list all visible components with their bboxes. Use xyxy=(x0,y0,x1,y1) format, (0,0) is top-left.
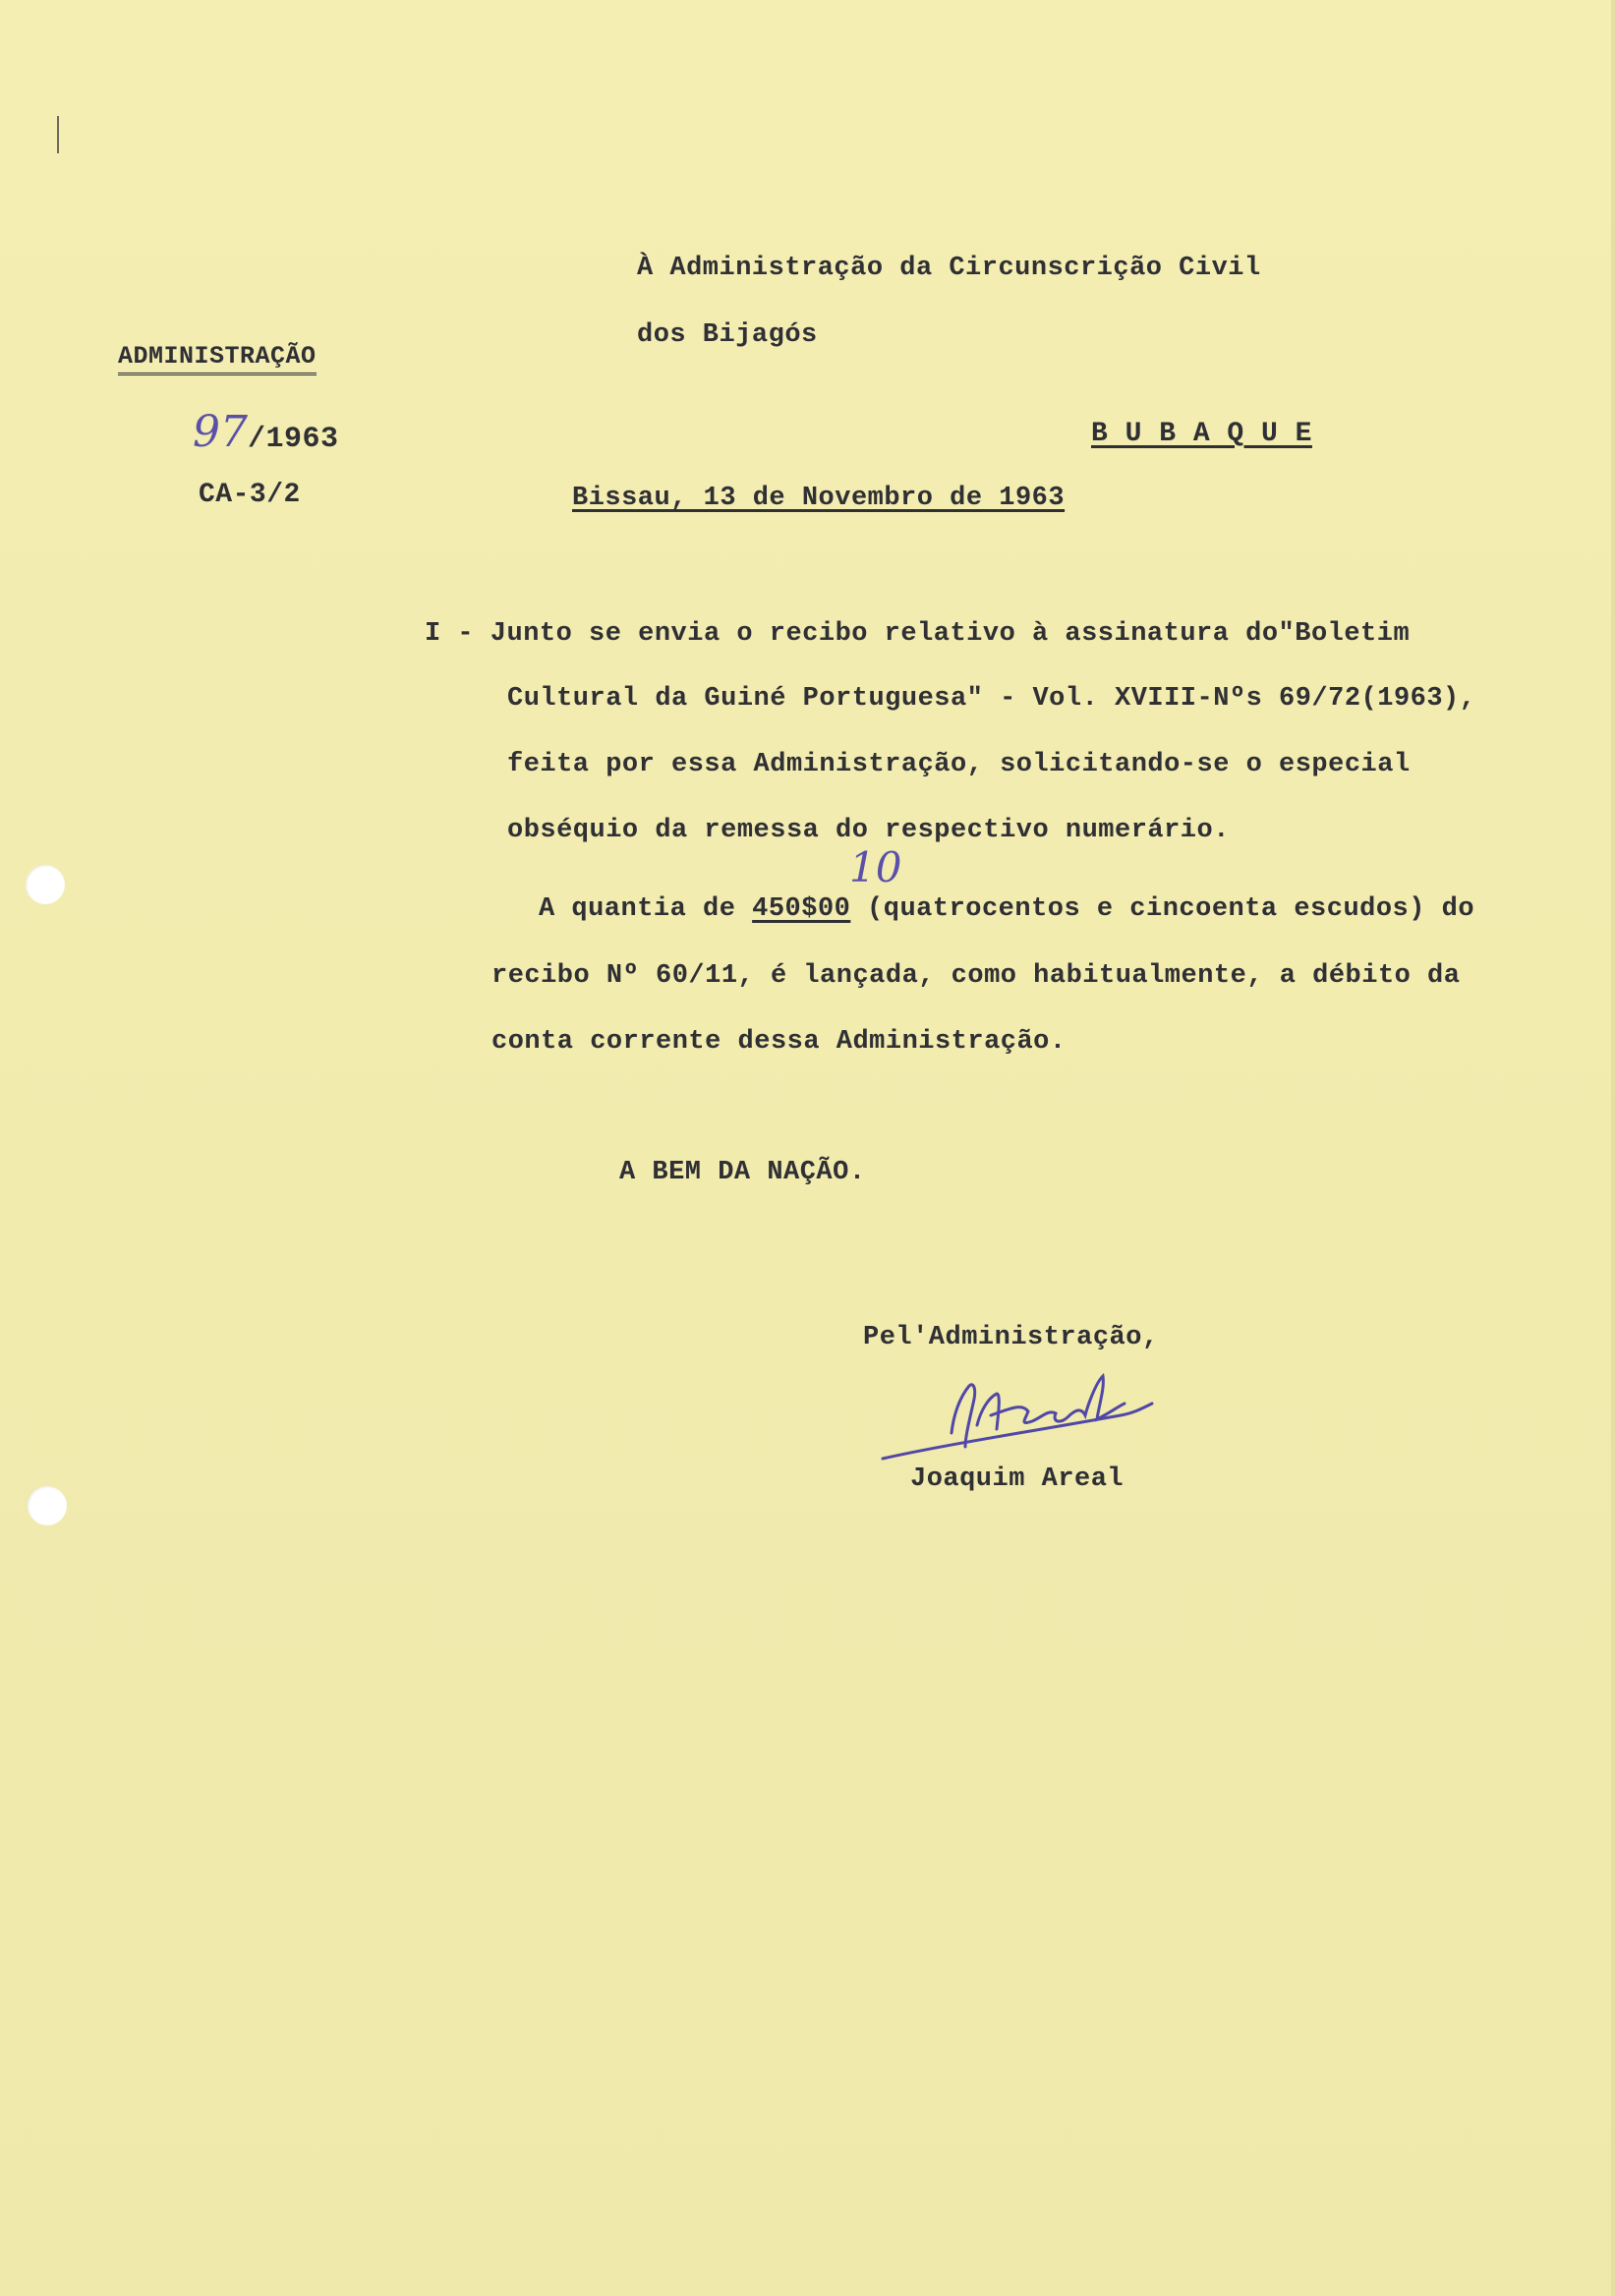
punch-hole-top xyxy=(26,865,65,904)
paragraph-1-line-4: obséquio da remessa do respectivo numerário. xyxy=(507,816,1230,845)
file-code: CA-3/2 xyxy=(199,480,301,510)
on-behalf-line: Pel'Administração, xyxy=(863,1323,1159,1352)
recipient-line-2: dos Bijagós xyxy=(637,320,818,350)
handwritten-mark: 10 xyxy=(849,843,902,891)
paragraph-1-line-2: Cultural da Guiné Portuguesa" - Vol. XVIII-Nºs 69/72(1963), xyxy=(507,684,1476,714)
ref-year: /1963 xyxy=(248,423,339,456)
closing-salutation: A BEM DA NAÇÃO. xyxy=(619,1158,866,1187)
amount-suffix: (quatrocentos e cincoenta escudos) do xyxy=(850,894,1475,924)
punch-hole-bottom xyxy=(28,1486,67,1525)
margin-mark xyxy=(57,116,59,153)
paragraph-2-line-1 xyxy=(539,877,1474,943)
department-label: ADMINISTRAÇÃO xyxy=(118,342,317,375)
amount-prefix: A quantia de xyxy=(539,894,753,924)
paper-edge xyxy=(1611,0,1615,2296)
paragraph-2-line-3: conta corrente dessa Administração. xyxy=(491,1027,1067,1057)
date-line: Bissau, 13 de Novembro de 1963 xyxy=(572,484,1066,513)
paragraph-2-line-2: recibo Nº 60/11, é lançada, como habitualmente, a débito da xyxy=(491,961,1461,991)
recipient-city: B U B A Q U E xyxy=(1091,419,1312,449)
handwritten-signature xyxy=(875,1364,1160,1472)
reference-number xyxy=(193,407,339,457)
paragraph-1-line-1: I - Junto se envia o recibo relativo à assinatura do"Boletim xyxy=(425,619,1411,649)
handwritten-ref-number: 97 xyxy=(193,407,248,457)
amount-value: 450$00 xyxy=(752,894,851,924)
signatory-name: Joaquim Areal xyxy=(910,1464,1125,1494)
recipient-line-1: À Administração da Circunscrição Civil xyxy=(637,254,1261,283)
paragraph-1-line-3: feita por essa Administração, solicitando-se o especial xyxy=(507,750,1411,779)
